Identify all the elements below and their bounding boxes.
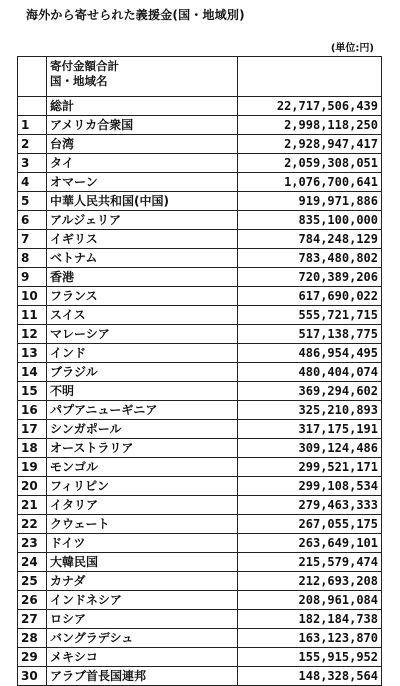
table-row	[18, 211, 382, 230]
row-rank: 7	[18, 230, 47, 249]
row-country-name: マレーシア	[47, 325, 238, 344]
table-row	[18, 249, 382, 268]
row-rank: 22	[18, 515, 47, 534]
table-row	[18, 534, 382, 553]
table-row	[18, 610, 382, 629]
row-country-name: ドイツ	[47, 534, 238, 553]
total-row	[18, 97, 382, 116]
row-country-name: アメリカ合衆国	[47, 116, 238, 135]
row-rank: 11	[18, 306, 47, 325]
row-rank: 21	[18, 496, 47, 515]
row-amount: 267,055,175	[238, 515, 382, 534]
table-row	[18, 439, 382, 458]
row-country-name: シンガポール	[47, 420, 238, 439]
row-country-name: 不明	[47, 382, 238, 401]
table-row	[18, 154, 382, 173]
donations-table	[17, 56, 382, 686]
header-rank-cell	[18, 57, 47, 97]
row-country-name: イギリス	[47, 230, 238, 249]
row-country-name: タイ	[47, 154, 238, 173]
row-rank: 27	[18, 610, 47, 629]
table-row	[18, 268, 382, 287]
header-line-country: 国・地域名	[50, 74, 108, 88]
row-country-name: フランス	[47, 287, 238, 306]
total-rank-cell	[18, 97, 47, 116]
row-country-name: バングラデシュ	[47, 629, 238, 648]
header-name-cell	[47, 57, 238, 97]
table-row	[18, 496, 382, 515]
row-country-name: ロシア	[47, 610, 238, 629]
row-country-name: ブラジル	[47, 363, 238, 382]
row-rank: 8	[18, 249, 47, 268]
row-amount: 1,076,700,641	[238, 173, 382, 192]
row-rank: 18	[18, 439, 47, 458]
row-country-name: イタリア	[47, 496, 238, 515]
row-country-name: フィリピン	[47, 477, 238, 496]
row-amount: 369,294,602	[238, 382, 382, 401]
row-amount: 163,123,870	[238, 629, 382, 648]
row-amount: 317,175,191	[238, 420, 382, 439]
row-rank: 19	[18, 458, 47, 477]
row-country-name: クウェート	[47, 515, 238, 534]
row-amount: 148,328,564	[238, 667, 382, 686]
table-row	[18, 572, 382, 591]
row-amount: 617,690,022	[238, 287, 382, 306]
row-amount: 919,971,886	[238, 192, 382, 211]
row-amount: 208,961,084	[238, 591, 382, 610]
document-title: 海外から寄せられた義援金(国・地域別)	[26, 8, 245, 22]
table-row	[18, 230, 382, 249]
unit-label: (単位:円)	[330, 43, 374, 54]
table-row	[18, 515, 382, 534]
row-amount: 325,210,893	[238, 401, 382, 420]
row-country-name: オーストラリア	[47, 439, 238, 458]
table-row	[18, 629, 382, 648]
table-row	[18, 591, 382, 610]
row-country-name: スイス	[47, 306, 238, 325]
row-country-name: ベトナム	[47, 249, 238, 268]
total-amount: 22,717,506,439	[238, 97, 382, 116]
row-rank: 30	[18, 667, 47, 686]
row-amount: 480,404,074	[238, 363, 382, 382]
row-country-name: インド	[47, 344, 238, 363]
row-rank: 16	[18, 401, 47, 420]
row-amount: 784,248,129	[238, 230, 382, 249]
total-label: 総計	[47, 97, 238, 116]
row-rank: 10	[18, 287, 47, 306]
row-amount: 212,693,208	[238, 572, 382, 591]
row-country-name: 台湾	[47, 135, 238, 154]
row-rank: 15	[18, 382, 47, 401]
header-line-total: 寄付金額合計	[50, 59, 119, 73]
row-rank: 24	[18, 553, 47, 572]
row-rank: 9	[18, 268, 47, 287]
row-country-name: インドネシア	[47, 591, 238, 610]
row-rank: 4	[18, 173, 47, 192]
row-country-name: パプアニューギニア	[47, 401, 238, 420]
row-rank: 26	[18, 591, 47, 610]
row-amount: 309,124,486	[238, 439, 382, 458]
row-rank: 13	[18, 344, 47, 363]
table-row	[18, 553, 382, 572]
table-row	[18, 401, 382, 420]
row-amount: 182,184,738	[238, 610, 382, 629]
row-rank: 28	[18, 629, 47, 648]
row-amount: 2,998,118,250	[238, 116, 382, 135]
row-rank: 5	[18, 192, 47, 211]
row-amount: 720,389,206	[238, 268, 382, 287]
row-rank: 20	[18, 477, 47, 496]
row-amount: 215,579,474	[238, 553, 382, 572]
row-amount: 783,480,802	[238, 249, 382, 268]
table-row	[18, 173, 382, 192]
row-amount: 2,059,308,051	[238, 154, 382, 173]
row-country-name: モンゴル	[47, 458, 238, 477]
row-country-name: 大韓民国	[47, 553, 238, 572]
row-rank: 2	[18, 135, 47, 154]
row-rank: 17	[18, 420, 47, 439]
row-rank: 14	[18, 363, 47, 382]
row-amount: 2,928,947,417	[238, 135, 382, 154]
row-country-name: アルジェリア	[47, 211, 238, 230]
row-amount: 299,108,534	[238, 477, 382, 496]
row-amount: 155,915,952	[238, 648, 382, 667]
row-amount: 263,649,101	[238, 534, 382, 553]
row-country-name: オマーン	[47, 173, 238, 192]
row-country-name: カナダ	[47, 572, 238, 591]
row-amount: 835,100,000	[238, 211, 382, 230]
row-country-name: 香港	[47, 268, 238, 287]
table-row	[18, 363, 382, 382]
table-row	[18, 458, 382, 477]
row-rank: 3	[18, 154, 47, 173]
row-rank: 29	[18, 648, 47, 667]
row-rank: 12	[18, 325, 47, 344]
table-row	[18, 382, 382, 401]
row-amount: 486,954,495	[238, 344, 382, 363]
row-rank: 25	[18, 572, 47, 591]
table-row	[18, 116, 382, 135]
table-row	[18, 477, 382, 496]
row-country-name: 中華人民共和国(中国)	[47, 192, 238, 211]
table-row	[18, 344, 382, 363]
table-row	[18, 306, 382, 325]
table-row	[18, 648, 382, 667]
row-country-name: メキシコ	[47, 648, 238, 667]
table-body	[18, 57, 382, 686]
table-row	[18, 325, 382, 344]
table-row	[18, 420, 382, 439]
row-amount: 299,521,171	[238, 458, 382, 477]
row-amount: 279,463,333	[238, 496, 382, 515]
row-amount: 555,721,715	[238, 306, 382, 325]
table-row	[18, 667, 382, 686]
row-rank: 23	[18, 534, 47, 553]
header-amount-cell	[238, 57, 382, 97]
row-country-name: アラブ首長国連邦	[47, 667, 238, 686]
row-rank: 6	[18, 211, 47, 230]
table-row	[18, 287, 382, 306]
table-row	[18, 135, 382, 154]
table-row	[18, 192, 382, 211]
header-row	[18, 57, 382, 97]
row-rank: 1	[18, 116, 47, 135]
row-amount: 517,138,775	[238, 325, 382, 344]
